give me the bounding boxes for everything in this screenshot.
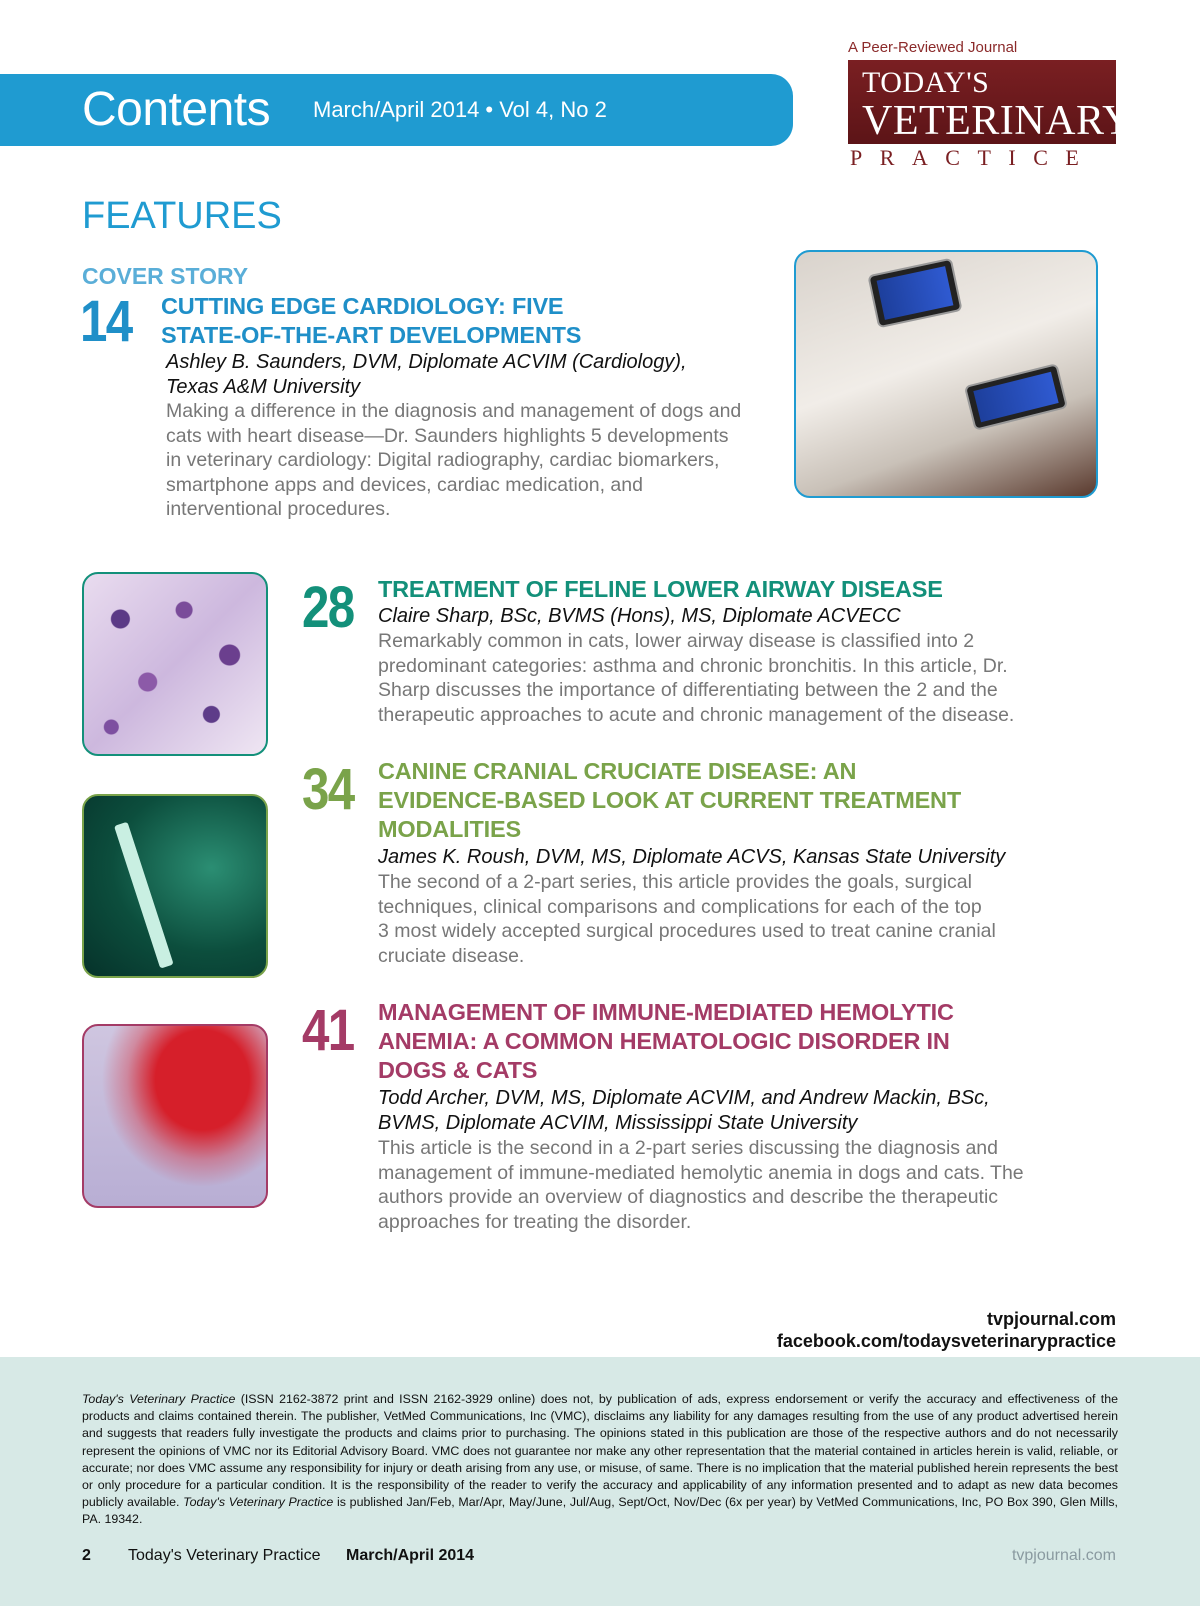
- issue-info: March/April 2014 • Vol 4, No 2: [313, 97, 607, 122]
- publication-name: Today's Veterinary Practice: [183, 1495, 334, 1510]
- logo-todays: TODAY'S: [862, 66, 990, 99]
- article-title-line: MANAGEMENT OF IMMUNE-MEDIATED HEMOLYTIC: [378, 999, 954, 1025]
- article-title-line: STATE-OF-THE-ART DEVELOPMENTS: [161, 322, 582, 348]
- article-page-number: 34: [302, 757, 354, 822]
- disclaimer-text: [82, 1391, 1118, 1529]
- cover-story-label: COVER STORY: [82, 263, 249, 289]
- smartphone-ecg-icon: [867, 258, 962, 329]
- article-description-line: Making a difference in the diagnosis and management of dogs and: [166, 400, 742, 422]
- article-description-line: 3 most widely accepted surgical procedures used to treat canine cranial: [378, 920, 996, 943]
- article-title-line: EVIDENCE-BASED LOOK AT CURRENT TREATMENT: [378, 787, 961, 813]
- article-title[interactable]: [378, 757, 961, 844]
- page-title: Contents: [82, 83, 271, 136]
- article-description-line: This article is the second in a 2-part series discussing the diagnosis and: [378, 1137, 998, 1159]
- article-page-number: 14: [80, 289, 132, 354]
- surgical-plate-icon: [114, 822, 174, 969]
- article-description-line: in veterinary cardiology: Digital radiography, cardiac biomarkers,: [166, 449, 720, 472]
- article-description-line: techniques, clinical comparisons and complications for each of the top: [378, 895, 982, 918]
- footer-url[interactable]: tvpjournal.com: [1011, 1547, 1116, 1564]
- article-author-line: BVMS, Diplomate ACVIM, Mississippi State University: [378, 1111, 858, 1134]
- features-heading: FEATURES: [82, 195, 282, 237]
- blood-smear-photo: [82, 1024, 268, 1208]
- cover-story-photo: [794, 250, 1098, 498]
- article-description-line: approaches for treating the disorder.: [378, 1210, 692, 1233]
- logo-veterinary: VETERINARY: [862, 98, 1133, 144]
- article-title[interactable]: [378, 575, 943, 604]
- article-title-line: MODALITIES: [378, 816, 521, 842]
- article-title-line: CUTTING EDGE CARDIOLOGY: FIVE: [161, 293, 564, 319]
- article-page-number: 41: [302, 998, 354, 1063]
- logo-practice: PRACTICE: [850, 145, 1097, 170]
- article-author-line: Ashley B. Saunders, DVM, Diplomate ACVIM (Cardiology),: [166, 351, 687, 373]
- cytology-photo: [82, 572, 268, 756]
- peer-reviewed-tagline: A Peer-Reviewed Journal: [848, 39, 1018, 56]
- article-author: [378, 1086, 990, 1135]
- page-number: 2: [82, 1547, 91, 1564]
- article-description-line: cruciate disease.: [378, 944, 525, 967]
- disclaimer-body: (ISSN 2162-3872 print and ISSN 2162-3929 online) does not, by publication of ads, express endorsement or verify the accuracy and effectiveness of the products and claims contained therein. The publisher, VetMed Communications, Inc (VMC), disclaims any liability for any damages resulting from the use of any product advertised herein and suggests that readers fully investigate the products and claims prior to purchasing. The opinions stated in this publication are those of the respective authors and do not necessarily represent the opinions of VMC nor its Editorial Advisory Board. VMC does not guarantee nor make any other representation that the material contained in articles herein is valid, reliable, or accurate; nor does VMC assume any responsibility for injury or death arising from any use, or misuse, of same. There is no implication that the material published herein represents the best or only procedure for a particular condition. It is the responsibility of the reader to verify the accuracy and applicability of any information presented and to adapt as new data becomes publicly available.: [82, 1392, 1118, 1510]
- article-title-line: TREATMENT OF FELINE LOWER AIRWAY DISEASE: [378, 576, 943, 602]
- article-description-line: Remarkably common in cats, lower airway disease is classified into 2: [378, 630, 975, 652]
- facebook-link[interactable]: facebook.com/todaysveterinarypractice: [776, 1331, 1116, 1351]
- article-page-number: 28: [302, 575, 354, 640]
- article-description: [378, 629, 1014, 727]
- article-author-line: Claire Sharp, BSc, BVMS (Hons), MS, Diplomate ACVECC: [378, 605, 901, 627]
- article-description-line: smartphone apps and devices, cardiac medication, and: [166, 473, 643, 496]
- article-author-line: Todd Archer, DVM, MS, Diplomate ACVIM, and Andrew Mackin, BSc,: [378, 1087, 990, 1109]
- article-author-line: Texas A&M University: [166, 375, 361, 398]
- disclaimer-body: is published Jan/Feb, Mar/Apr, May/June, Jul/Aug, Sept/Oct, Nov/Dec (6x per year) by VetMed Communications, Inc, PO Box 390, Glen Mills, PA. 19342.: [82, 1495, 1119, 1527]
- publication-name: Today's Veterinary Practice: [82, 1392, 236, 1406]
- article-description: [166, 399, 741, 522]
- article-title-line: CANINE CRANIAL CRUCIATE DISEASE: AN: [378, 758, 857, 784]
- article-author: [166, 350, 687, 399]
- article-title-line: ANEMIA: A COMMON HEMATOLOGIC DISORDER IN: [378, 1028, 950, 1054]
- footer-date: March/April 2014: [346, 1547, 475, 1564]
- article-description-line: management of immune-mediated hemolytic anemia in dogs and cats. The: [378, 1161, 1024, 1184]
- article-description-line: predominant categories: asthma and chronic bronchitis. In this article, Dr.: [378, 654, 1008, 677]
- footer-publication: Today's Veterinary Practice: [128, 1547, 321, 1564]
- article-description-line: interventional procedures.: [166, 498, 391, 521]
- website-link[interactable]: tvpjournal.com: [986, 1309, 1116, 1329]
- article-title[interactable]: [378, 998, 954, 1085]
- article-description-line: cats with heart disease—Dr. Saunders highlights 5 developments: [166, 424, 729, 447]
- article-description: [378, 870, 996, 968]
- article-description-line: The second of a 2-part series, this article provides the goals, surgical: [378, 871, 972, 893]
- article-title[interactable]: [161, 292, 581, 350]
- article-author-line: James K. Roush, DVM, MS, Diplomate ACVS, Kansas State University: [378, 846, 1006, 868]
- article-author: [378, 845, 1005, 870]
- article-author: [378, 604, 901, 629]
- article-title-line: DOGS & CATS: [378, 1057, 538, 1083]
- smartphone-ecg-icon: [964, 363, 1068, 431]
- article-description-line: therapeutic approaches to acute and chronic management of the disease.: [378, 703, 1015, 726]
- xray-photo: [82, 794, 268, 978]
- article-description: [378, 1136, 1024, 1234]
- article-description-line: authors provide an overview of diagnostics and describe the therapeutic: [378, 1186, 999, 1209]
- article-description-line: Sharp discusses the importance of differentiating between the 2 and the: [378, 679, 998, 702]
